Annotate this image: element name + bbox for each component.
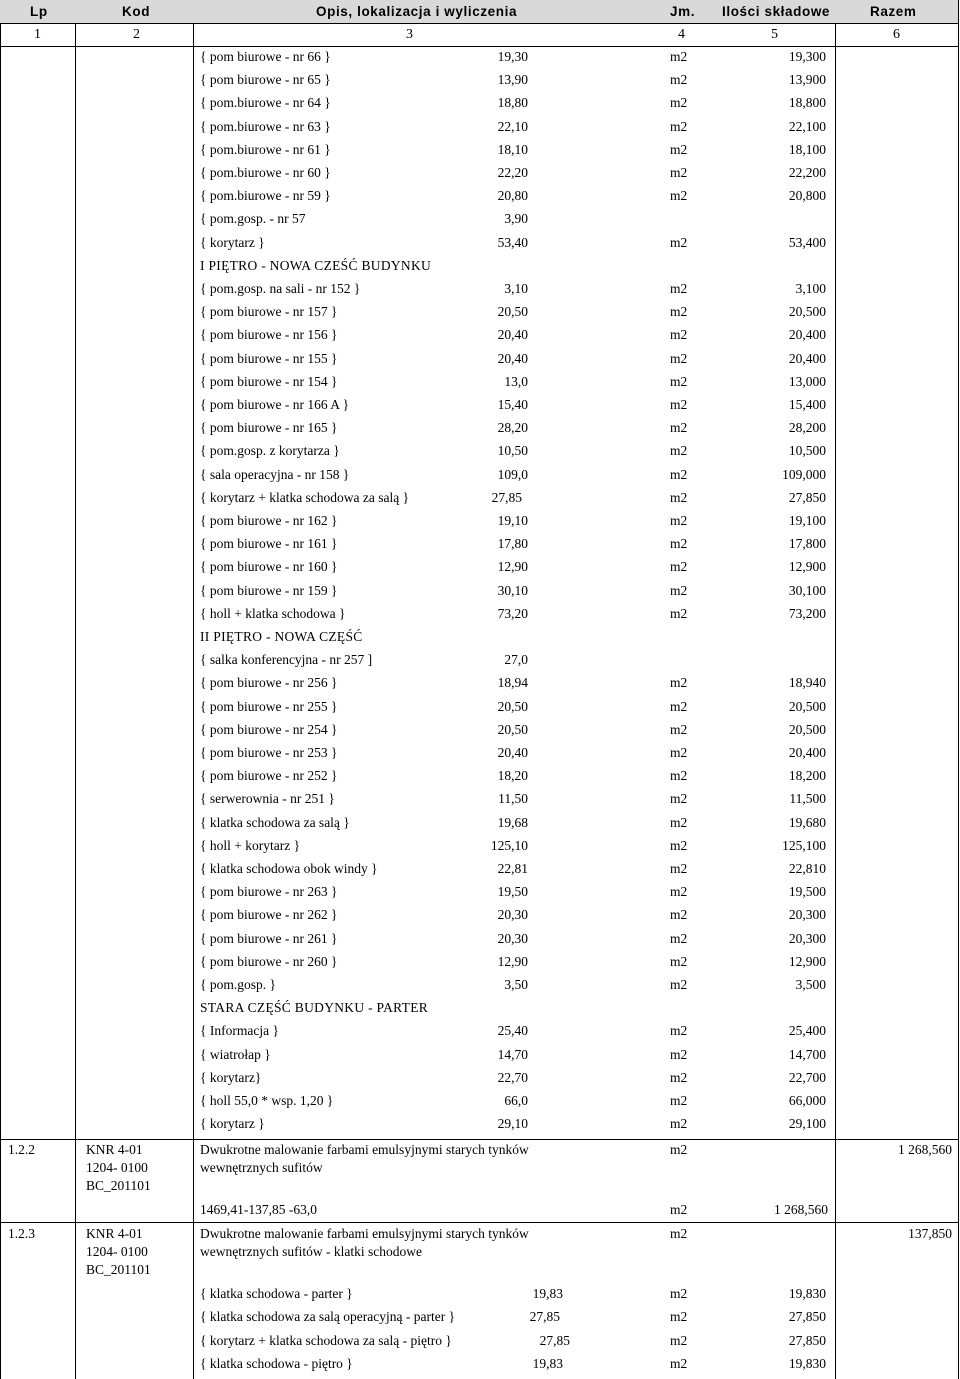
- row-value: 27,85: [529, 1309, 560, 1325]
- row-sum: 20,500: [788, 698, 826, 714]
- row-unit: m2: [670, 373, 688, 389]
- list-item: [0, 92, 958, 115]
- row-description: { serwerownia - nr 251 }: [200, 791, 335, 807]
- list-item: [0, 487, 958, 510]
- row-value: 19,30: [497, 49, 528, 64]
- col-header-opis: Opis, lokalizacja i wyliczenia: [316, 4, 518, 19]
- list-item: [0, 139, 958, 162]
- row-sum: 3,500: [795, 977, 826, 992]
- row-unit: m2: [670, 1309, 688, 1325]
- list-item: [0, 69, 958, 92]
- row-description: { pom biurowe - nr 252 }: [200, 768, 338, 784]
- row-unit: m2: [670, 165, 688, 180]
- row-value: 13,90: [497, 72, 528, 88]
- row-unit: m2: [670, 861, 688, 876]
- list-item: [0, 765, 958, 788]
- item-calculation: 1469,41-137,85 -63,0: [200, 1202, 317, 1217]
- row-description: { pom biurowe - nr 255 }: [200, 698, 338, 714]
- row-unit: m2: [670, 768, 688, 784]
- item-kod: 1204- 0100: [86, 1160, 148, 1175]
- row-description: { pom biurowe - nr 156 }: [200, 327, 338, 343]
- col-header-jm: Jm.: [670, 4, 696, 19]
- row-sum: 53,400: [788, 234, 826, 250]
- list-item: [0, 951, 958, 974]
- grid-line: [958, 0, 959, 1379]
- row-value: 11,50: [498, 791, 528, 807]
- row-description: { Informacja }: [200, 1023, 279, 1039]
- row-description: { klatka schodowa za salą operacyjną - parter }: [200, 1309, 456, 1325]
- row-value: 18,94: [497, 675, 528, 691]
- row-unit: m2: [670, 791, 688, 807]
- row-value: 109,0: [497, 466, 528, 482]
- row-description: { pom biurowe - nr 263 }: [200, 884, 338, 900]
- list-item: [0, 301, 958, 324]
- row-unit: m2: [670, 582, 688, 598]
- row-unit: m2: [670, 466, 688, 482]
- row-description: { klatka schodowa za salą }: [200, 814, 350, 830]
- row-value: 19,10: [497, 513, 528, 528]
- row-unit: m2: [670, 884, 688, 900]
- row-description: { holl + korytarz }: [200, 837, 301, 853]
- row-unit: m2: [670, 1046, 688, 1062]
- row-sum: 19,830: [788, 1355, 826, 1371]
- row-value: 20,50: [497, 304, 528, 320]
- row-description: { pom.biurowe - nr 63 }: [200, 118, 331, 134]
- list-item: [0, 1113, 958, 1136]
- col-number-3: 3: [406, 27, 413, 42]
- row-unit: m2: [670, 350, 688, 366]
- row-sum: 27,850: [788, 1309, 826, 1325]
- col-number-5: 5: [771, 27, 778, 42]
- row-value: 12,90: [497, 559, 528, 575]
- row-unit: m2: [670, 420, 688, 436]
- row-sum: 27,850: [788, 489, 826, 505]
- row-unit: m2: [670, 513, 688, 528]
- row-value: 20,50: [497, 721, 528, 737]
- row-unit: m2: [670, 837, 688, 853]
- list-item: [0, 464, 958, 487]
- row-value: 19,68: [497, 814, 528, 830]
- row-sum: 13,900: [788, 72, 826, 88]
- row-description: { klatka schodowa obok windy }: [200, 861, 378, 876]
- item-kod: 1204- 0100: [86, 1244, 148, 1259]
- row-unit: m2: [670, 304, 688, 320]
- col-header-razem: Razem: [870, 4, 917, 19]
- list-item: [0, 928, 958, 951]
- row-sum: 17,800: [788, 536, 826, 552]
- list-item: [0, 649, 958, 672]
- row-unit: m2: [670, 977, 688, 992]
- list-item: [0, 278, 958, 301]
- col-number-6: 6: [893, 27, 900, 42]
- row-unit: m2: [670, 327, 688, 343]
- section-heading: II PIĘTRO - NOWA CZĘŚĆ: [200, 629, 363, 644]
- row-sum: 20,400: [788, 745, 826, 760]
- row-unit: m2: [670, 72, 688, 88]
- row-value: 10,50: [497, 443, 528, 459]
- row-value: 20,40: [497, 745, 528, 760]
- row-description: { pom biurowe - nr 154 }: [200, 373, 338, 389]
- row-description: { korytarz }: [200, 1116, 265, 1132]
- col-header-ilosci: Ilości składowe: [722, 4, 831, 19]
- list-item: [0, 696, 958, 719]
- item-divider: [0, 1222, 958, 1223]
- row-unit: m2: [670, 1286, 688, 1301]
- item-lp: 1.2.2: [8, 1142, 35, 1157]
- col-header-kod: Kod: [122, 4, 151, 19]
- row-value: 20,40: [497, 327, 528, 343]
- row-value: 22,20: [497, 165, 528, 180]
- list-item: [0, 1044, 958, 1067]
- row-value: 15,40: [497, 397, 528, 412]
- row-value: 66,0: [504, 1093, 528, 1108]
- row-value: 25,40: [497, 1023, 528, 1039]
- row-sum: 22,810: [788, 861, 826, 876]
- row-sum: 20,800: [788, 188, 826, 204]
- row-sum: 125,100: [782, 837, 826, 853]
- list-item: [0, 788, 958, 811]
- row-description: { klatka schodowa - parter }: [200, 1286, 353, 1301]
- col-number-2: 2: [133, 27, 140, 42]
- row-description: { pom biurowe - nr 65 }: [200, 72, 331, 88]
- row-unit: m2: [670, 281, 688, 296]
- row-value: 20,30: [497, 907, 528, 923]
- row-value: 22,10: [497, 118, 528, 134]
- list-item: [0, 185, 958, 208]
- row-description: { wiatrołap }: [200, 1046, 271, 1062]
- list-item: [0, 904, 958, 927]
- row-unit: m2: [670, 814, 688, 830]
- row-sum: 19,680: [788, 814, 826, 830]
- row-value: 20,40: [497, 350, 528, 366]
- row-unit: m2: [670, 118, 688, 134]
- row-value: 29,10: [497, 1116, 528, 1132]
- list-item: [0, 1306, 958, 1329]
- row-description: { pom biurowe - nr 166 A }: [200, 397, 350, 412]
- row-description: { pom.biurowe - nr 60 }: [200, 165, 331, 180]
- section-heading: I PIĘTRO - NOWA CZEŚĆ BUDYNKU: [200, 257, 432, 273]
- row-unit: m2: [670, 559, 688, 575]
- row-unit: m2: [670, 188, 688, 204]
- row-sum: 20,300: [788, 930, 826, 946]
- row-sum: 30,100: [788, 582, 826, 598]
- row-value: 3,10: [504, 281, 528, 296]
- row-sum: 12,900: [788, 953, 826, 969]
- row-unit: m2: [670, 95, 688, 111]
- row-description: { pom biurowe - nr 159 }: [200, 582, 338, 598]
- row-description: { pom biurowe - nr 66 }: [200, 49, 331, 64]
- row-value: 125,10: [490, 837, 528, 853]
- row-sum: 22,100: [788, 118, 826, 134]
- row-sum: 19,830: [788, 1286, 826, 1301]
- row-description: { pom biurowe - nr 260 }: [200, 953, 338, 969]
- item-lp: 1.2.3: [8, 1226, 35, 1241]
- row-sum: 10,500: [788, 443, 826, 459]
- row-sum: 11,500: [789, 791, 826, 807]
- row-unit: m2: [670, 953, 688, 969]
- row-description: { pom biurowe - nr 262 }: [200, 907, 338, 923]
- row-description: { pom biurowe - nr 254 }: [200, 721, 338, 737]
- item-unit: m2: [670, 1226, 688, 1241]
- row-description: { pom biurowe - nr 155 }: [200, 350, 338, 366]
- list-item: [0, 812, 958, 835]
- row-unit: m2: [670, 745, 688, 760]
- list-item: [0, 1353, 958, 1376]
- row-value: 53,40: [497, 234, 528, 250]
- row-unit: m2: [670, 907, 688, 923]
- list-item: [0, 997, 958, 1020]
- row-description: { korytarz + klatka schodowa za salą }: [200, 489, 410, 505]
- row-sum: 14,700: [788, 1046, 826, 1062]
- item-divider: [0, 1139, 958, 1140]
- row-description: { korytarz}: [200, 1069, 262, 1085]
- item-unit: m2: [670, 1142, 688, 1157]
- row-value: 28,20: [497, 420, 528, 436]
- row-unit: m2: [670, 698, 688, 714]
- row-sum: 18,800: [788, 95, 826, 111]
- row-value: 30,10: [497, 582, 528, 598]
- row-value: 17,80: [497, 536, 528, 552]
- row-description: { pom biurowe - nr 256 }: [200, 675, 338, 691]
- row-sum: 20,300: [788, 907, 826, 923]
- row-description: { pom biurowe - nr 162 }: [200, 513, 338, 528]
- row-unit: m2: [670, 1332, 688, 1348]
- row-unit: m2: [670, 443, 688, 459]
- row-unit: m2: [670, 930, 688, 946]
- row-value: 22,70: [497, 1069, 528, 1085]
- list-item: [0, 835, 958, 858]
- row-description: { pom biurowe - nr 161 }: [200, 536, 338, 552]
- row-sum: 3,100: [795, 281, 826, 296]
- item-total: 1 268,560: [898, 1142, 952, 1157]
- row-value: 19,83: [532, 1286, 563, 1301]
- list-item: [0, 580, 958, 603]
- row-description: { pom.gosp. - nr 57: [200, 211, 306, 227]
- row-sum: 27,850: [788, 1332, 826, 1348]
- row-value: 20,30: [497, 930, 528, 946]
- row-description: { pom.biurowe - nr 59 }: [200, 188, 331, 204]
- list-item: [0, 324, 958, 347]
- row-sum: 66,000: [788, 1093, 826, 1108]
- row-description: { salka konferencyjna - nr 257 ]: [200, 652, 373, 668]
- row-sum: 29,100: [788, 1116, 826, 1132]
- row-value: 18,80: [497, 95, 528, 111]
- row-sum: 73,200: [788, 605, 826, 621]
- row-sum: 19,300: [788, 49, 826, 64]
- row-value: 22,81: [497, 861, 528, 876]
- list-item: [0, 858, 958, 881]
- row-value: 27,0: [504, 652, 528, 668]
- item-calc-sum: 1 268,560: [774, 1202, 828, 1217]
- list-item: [0, 603, 958, 626]
- row-sum: 22,700: [788, 1069, 826, 1085]
- row-description: { pom biurowe - nr 261 }: [200, 930, 338, 946]
- row-description: { pom biurowe - nr 160 }: [200, 559, 338, 575]
- list-item: [0, 974, 958, 997]
- row-unit: m2: [670, 397, 688, 412]
- row-unit: m2: [670, 1116, 688, 1132]
- list-item: [0, 510, 958, 533]
- row-sum: 18,200: [788, 768, 826, 784]
- row-unit: m2: [670, 49, 688, 64]
- row-description: { korytarz + klatka schodowa za salą - piętro }: [200, 1332, 452, 1348]
- header-divider: [0, 23, 958, 24]
- list-item: [0, 46, 958, 69]
- row-sum: 13,000: [788, 373, 826, 389]
- list-item: [0, 556, 958, 579]
- row-description: { holl + klatka schodowa }: [200, 605, 346, 621]
- list-item: [0, 881, 958, 904]
- list-item: [0, 533, 958, 556]
- item-description: wewnętrznych sufitów - klatki schodowe: [200, 1244, 422, 1259]
- section-heading: STARA CZĘŚĆ BUDYNKU - PARTER: [200, 1000, 429, 1016]
- list-item: [0, 371, 958, 394]
- row-value: 3,50: [504, 977, 528, 992]
- row-value: 20,80: [497, 188, 528, 204]
- list-item: [0, 1330, 958, 1353]
- row-sum: 20,400: [788, 327, 826, 343]
- item-description: Dwukrotne malowanie farbami emulsyjnymi starych tynków: [200, 1142, 529, 1157]
- row-value: 13,0: [504, 373, 528, 389]
- row-sum: 19,100: [788, 513, 826, 528]
- row-value: 18,10: [497, 141, 528, 157]
- row-value: 19,50: [497, 884, 528, 900]
- col-number-4: 4: [678, 27, 685, 42]
- row-value: 12,90: [497, 953, 528, 969]
- col-number-1: 1: [34, 27, 41, 42]
- list-item: [0, 394, 958, 417]
- item-calc-unit: m2: [670, 1202, 688, 1217]
- row-unit: m2: [670, 1093, 688, 1108]
- list-item: [0, 255, 958, 278]
- list-item: [0, 626, 958, 649]
- row-description: { korytarz }: [200, 234, 265, 250]
- row-sum: 25,400: [788, 1023, 826, 1039]
- row-value: 19,83: [532, 1355, 563, 1371]
- row-description: { pom.gosp. na sali - nr 152 }: [200, 281, 361, 296]
- list-item: [0, 672, 958, 695]
- item-kod: KNR 4-01: [86, 1226, 143, 1241]
- item-description: wewnętrznych sufitów: [200, 1160, 323, 1175]
- col-header-lp: Lp: [30, 4, 48, 19]
- row-description: { pom biurowe - nr 253 }: [200, 745, 338, 760]
- list-item: [0, 1020, 958, 1043]
- row-sum: 19,500: [788, 884, 826, 900]
- list-item: [0, 1090, 958, 1113]
- item-kod: BC_201101: [86, 1262, 151, 1277]
- list-item: [0, 719, 958, 742]
- row-description: { pom.gosp. }: [200, 977, 276, 992]
- row-sum: 12,900: [788, 559, 826, 575]
- row-unit: m2: [670, 141, 688, 157]
- row-value: 20,50: [497, 698, 528, 714]
- row-unit: m2: [670, 489, 688, 505]
- row-description: { pom.gosp. z korytarza }: [200, 443, 340, 459]
- row-unit: m2: [670, 1355, 688, 1371]
- row-unit: m2: [670, 1023, 688, 1039]
- list-item: [0, 116, 958, 139]
- row-description: { klatka schodowa - piętro }: [200, 1355, 353, 1371]
- row-description: { pom.biurowe - nr 61 }: [200, 141, 331, 157]
- row-value: 27,85: [539, 1332, 570, 1348]
- row-sum: 15,400: [788, 397, 826, 412]
- row-sum: 109,000: [782, 466, 826, 482]
- list-item: [0, 348, 958, 371]
- row-sum: 20,500: [788, 721, 826, 737]
- row-sum: 22,200: [788, 165, 826, 180]
- row-value: 3,90: [504, 211, 528, 227]
- row-unit: m2: [670, 721, 688, 737]
- row-sum: 20,500: [788, 304, 826, 320]
- list-item: [0, 417, 958, 440]
- row-unit: m2: [670, 605, 688, 621]
- row-sum: 20,400: [788, 350, 826, 366]
- row-unit: m2: [670, 675, 688, 691]
- row-unit: m2: [670, 234, 688, 250]
- row-description: { pom biurowe - nr 157 }: [200, 304, 338, 320]
- list-item: [0, 208, 958, 231]
- list-item: [0, 162, 958, 185]
- list-item: [0, 1283, 958, 1306]
- row-sum: 28,200: [788, 420, 826, 436]
- list-item: [0, 1067, 958, 1090]
- row-value: 18,20: [497, 768, 528, 784]
- row-description: { pom biurowe - nr 165 }: [200, 420, 338, 436]
- row-description: { pom.biurowe - nr 64 }: [200, 95, 331, 111]
- row-sum: 18,940: [788, 675, 826, 691]
- item-description: Dwukrotne malowanie farbami emulsyjnymi starych tynków: [200, 1226, 529, 1241]
- row-unit: m2: [670, 1069, 688, 1085]
- row-description: { sala operacyjna - nr 158 }: [200, 466, 350, 482]
- item-total: 137,850: [908, 1226, 952, 1241]
- row-value: 14,70: [497, 1046, 528, 1062]
- item-kod: BC_201101: [86, 1178, 151, 1193]
- list-item: [0, 742, 958, 765]
- row-description: { holl 55,0 * wsp. 1,20 }: [200, 1093, 334, 1108]
- row-unit: m2: [670, 536, 688, 552]
- list-item: [0, 232, 958, 255]
- row-value: 27,85: [491, 489, 522, 505]
- list-item: [0, 440, 958, 463]
- row-value: 73,20: [497, 605, 528, 621]
- item-kod: KNR 4-01: [86, 1142, 143, 1157]
- row-sum: 18,100: [788, 141, 826, 157]
